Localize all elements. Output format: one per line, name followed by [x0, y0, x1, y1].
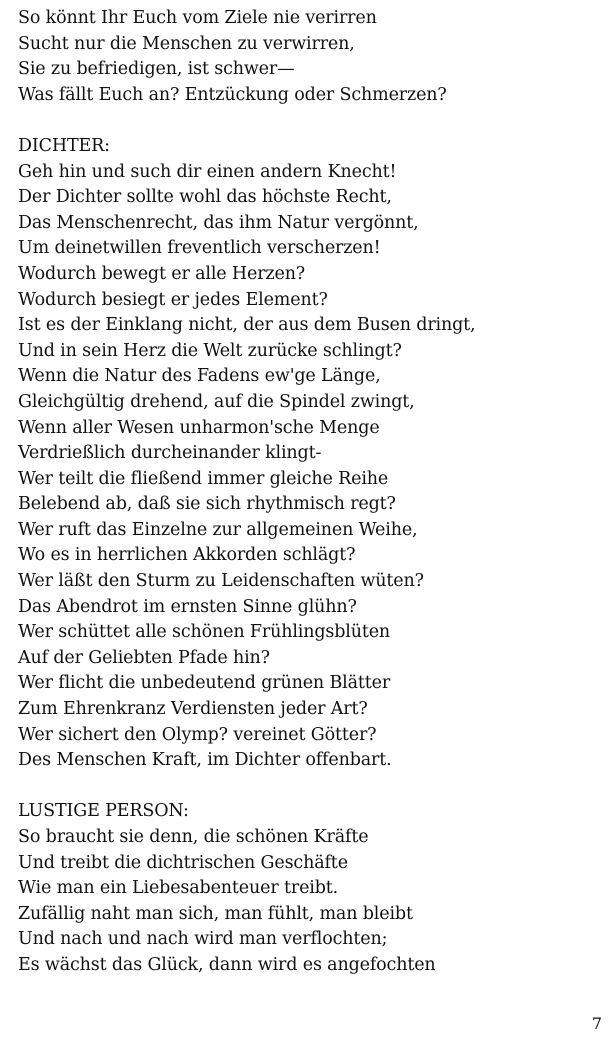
verse-line: Wo es in herrlichen Akkorden schlägt?	[18, 545, 356, 566]
verse-line: Wer teilt die fließend immer gleiche Reihe	[18, 468, 389, 489]
document-page	[18, 6, 603, 979]
verse-line: Verdrießlich durcheinander klingt-	[18, 443, 322, 464]
verse-line: Geh hin und such dir einen andern Knecht!	[18, 161, 397, 182]
stanza-dichter	[18, 134, 603, 774]
verse-line: Zufällig naht man sich, man fühlt, man bleibt	[18, 903, 413, 924]
verse-line: Sucht nur die Menschen zu verwirren,	[18, 33, 355, 54]
verse-line: Das Abendrot im ernsten Sinne glühn?	[18, 596, 357, 617]
verse-line: Wer läßt den Sturm zu Leidenschaften wüten?	[18, 571, 424, 592]
verse-line: Wer sichert den Olymp? vereinet Götter?	[18, 724, 377, 745]
verse-line: Sie zu befriedigen, ist schwer—	[18, 59, 295, 80]
stanza-lustige-person	[18, 799, 603, 978]
verse-line: Wodurch bewegt er alle Herzen?	[18, 263, 306, 284]
verse-line: Wer schüttet alle schönen Frühlingsblüten	[18, 622, 391, 643]
verse-line: Und in sein Herz die Welt zurücke schlingt?	[18, 340, 402, 361]
speaker-label: LUSTIGE PERSON:	[18, 801, 189, 822]
verse-line: Zum Ehrenkranz Verdiensten jeder Art?	[18, 699, 368, 720]
verse-line: So könnt Ihr Euch vom Ziele nie verirren	[18, 8, 377, 28]
verse-line: Der Dichter sollte wohl das höchste Recht,	[18, 187, 392, 208]
verse-line: Und treibt die dichtrischen Geschäfte	[18, 852, 348, 873]
verse-line: Wie man ein Liebesabenteuer treibt.	[18, 878, 339, 899]
verse-line: Des Menschen Kraft, im Dichter offenbart.	[18, 750, 392, 771]
verse-line: Das Menschenrecht, das ihm Natur vergönnt,	[18, 212, 419, 233]
speaker-label: DICHTER:	[18, 135, 110, 156]
verse-line: Wenn die Natur des Fadens ew'ge Länge,	[18, 366, 381, 387]
verse-line: Wenn aller Wesen unharmon'sche Menge	[18, 417, 380, 438]
verse-line: Gleichgültig drehend, auf die Spindel zwingt,	[18, 391, 415, 412]
verse-line: Es wächst das Glück, dann wird es angefochten	[18, 954, 436, 975]
verse-line: Auf der Geliebten Pfade hin?	[18, 647, 270, 668]
verse-line: Wer ruft das Einzelne zur allgemeinen Weihe,	[18, 519, 418, 540]
verse-line: Was fällt Euch an? Entzückung oder Schmerzen?	[18, 84, 447, 105]
verse-line: So braucht sie denn, die schönen Kräfte	[18, 827, 369, 847]
page-number: 7	[591, 1014, 602, 1033]
stanza-intro	[18, 6, 603, 108]
verse-line: Und nach und nach wird man verflochten;	[18, 929, 388, 950]
verse-line: Belebend ab, daß sie sich rhythmisch regt?	[18, 494, 396, 515]
verse-line: Wodurch besiegt er jedes Element?	[18, 289, 328, 310]
stanza-gap	[18, 774, 603, 800]
verse-line: Wer flicht die unbedeutend grünen Blätter	[18, 673, 391, 694]
stanza-gap	[18, 108, 603, 134]
verse-line: Um deinetwillen freventlich verscherzen!	[18, 238, 381, 259]
verse-line: Ist es der Einklang nicht, der aus dem Busen dringt,	[18, 315, 476, 336]
